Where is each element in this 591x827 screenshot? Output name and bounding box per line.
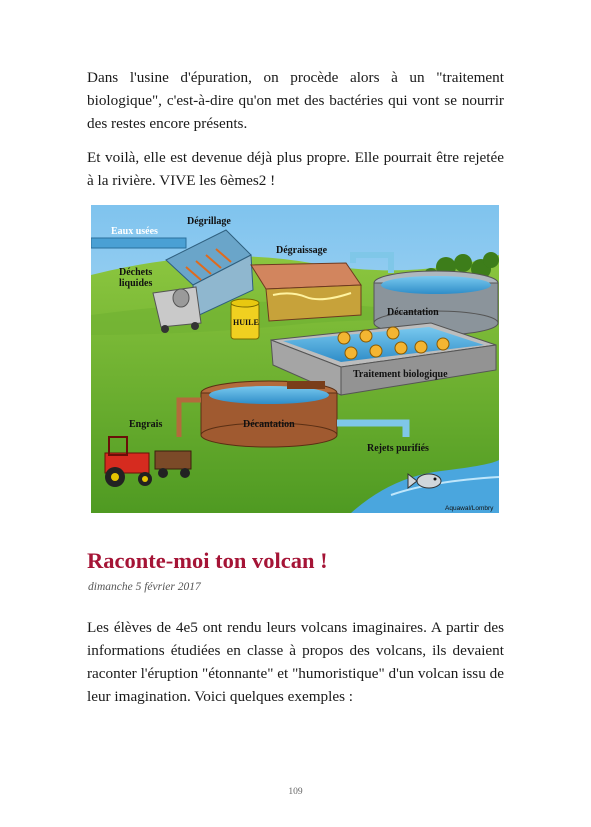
- label-huile: HUILE: [233, 318, 259, 327]
- label-decantation-2: Décantation: [243, 419, 295, 430]
- page-number: 109: [288, 787, 303, 797]
- paragraph-intro: Dans l'usine d'épuration, on procède alors à un "traitement biologique", c'est-à-dire qu'on met des bactéries qui vont se nourrir des restes encore présents.: [87, 69, 504, 132]
- decantation-tank-2: [201, 381, 337, 447]
- label-engrais: Engrais: [129, 419, 163, 430]
- paragraph-conclusion: Et voilà, elle est devenue déjà plus propre. Elle pourrait être rejetée à la rivière. VIVE les 6èmes2 !: [87, 149, 504, 189]
- article-date: dimanche 5 février 2017: [88, 581, 201, 593]
- water-treatment-illustration: [91, 205, 499, 513]
- label-decantation-1: Décantation: [387, 307, 439, 318]
- label-traitement: Traitement biologique: [353, 369, 448, 380]
- label-degraissage: Dégraissage: [276, 245, 328, 256]
- label-degrillage: Dégrillage: [187, 216, 231, 227]
- label-dechets-line2: liquides: [119, 278, 153, 289]
- image-credit: Aquawal/Lombry: [445, 505, 494, 512]
- label-rejets: Rejets purifiés: [367, 443, 429, 454]
- paragraph-article: Les élèves de 4e5 ont rendu leurs volcans imaginaires. A partir des informations étudiées en classe à propos des volcans, ils devaient raconter l'éruption "étonnante" et "humoristique" d'un volcan issu de leur imagination. Voici quelques exemples :: [87, 619, 504, 705]
- label-eaux-usees: Eaux usées: [111, 226, 158, 237]
- article-title[interactable]: Raconte-moi ton volcan !: [87, 548, 328, 573]
- label-dechets-line1: Déchets: [119, 267, 153, 278]
